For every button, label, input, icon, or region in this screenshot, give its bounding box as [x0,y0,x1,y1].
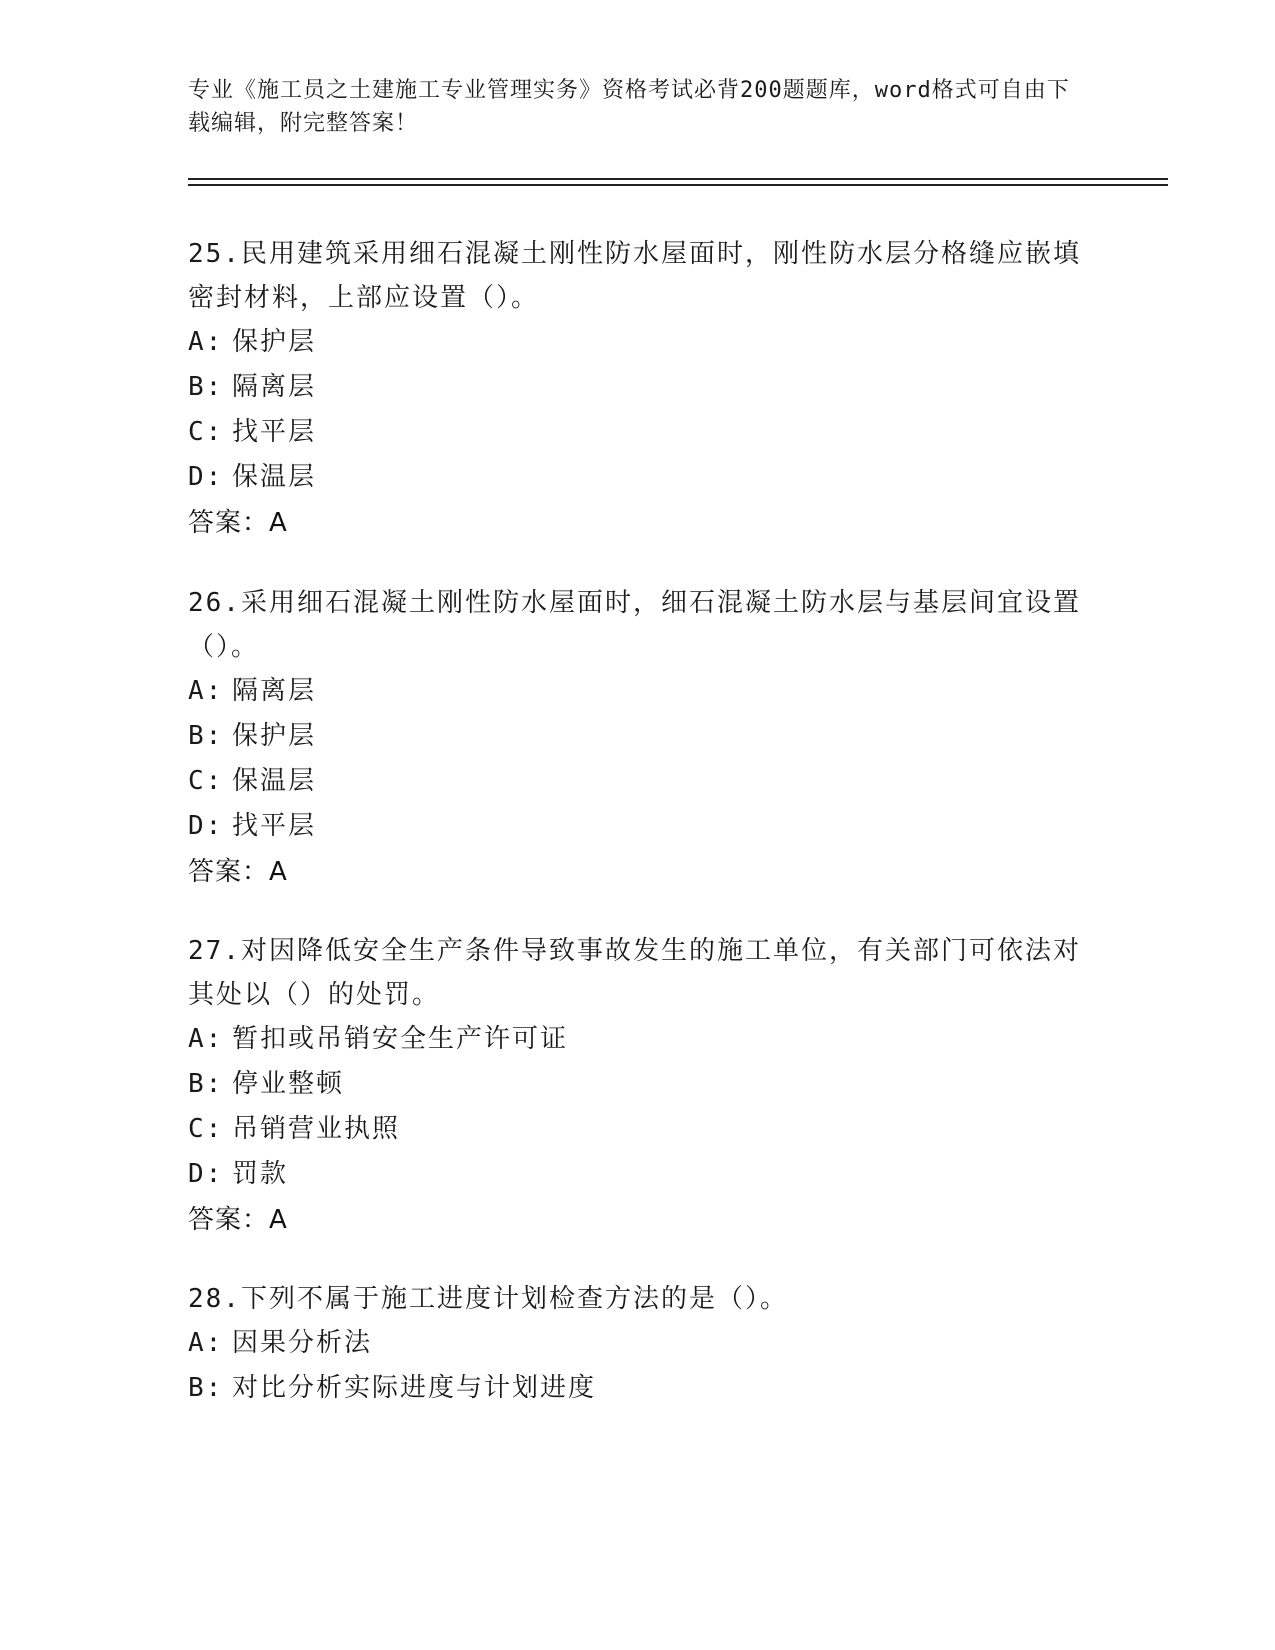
document-header: 专业《施工员之土建施工专业管理实务》资格考试必背200题题库，word格式可自由下载编辑，附完整答案！ [188,78,1070,136]
option-letter: C: [188,1114,224,1144]
question-stem: 27.对因降低安全生产条件导致事故发生的施工单位，有关部门可依法对其处以（）的处罚。 [188,936,1081,1010]
option-letter: C: [188,766,224,796]
option-text: 隔离层 [232,372,317,402]
option-letter: B: [188,721,224,751]
option-letter: B: [188,372,224,402]
option-text: 暂扣或吊销安全生产许可证 [232,1024,569,1054]
option-letter: B: [188,1069,224,1099]
question-stem: 26.采用细石混凝土刚性防水屋面时，细石混凝土防水层与基层间宜设置（）。 [188,588,1081,662]
header-rule-top [188,178,1168,180]
question-25 [188,232,1088,546]
option-text: 因果分析法 [232,1328,373,1358]
question-stem: 28.下列不属于施工进度计划检查方法的是（）。 [188,1284,788,1314]
option-letter: D: [188,1159,224,1189]
header-rule-bottom [188,184,1168,186]
option-text: 罚款 [232,1159,289,1189]
option-text: 保护层 [232,327,317,357]
option-a [188,1321,1088,1366]
option-text: 停业整顿 [232,1069,345,1099]
option-a [188,320,1088,365]
question-26 [188,581,1088,895]
option-letter: A: [188,676,224,706]
option-text: 对比分析实际进度与计划进度 [232,1373,597,1403]
option-a [188,669,1088,714]
option-b [188,1062,1088,1107]
option-letter: A: [188,327,224,357]
option-c [188,410,1088,455]
option-letter: C: [188,417,224,447]
option-letter: D: [188,462,224,492]
answer-line: 答案：A [188,508,288,538]
option-d [188,804,1088,849]
answer-line: 答案：A [188,1205,288,1235]
question-27 [188,929,1088,1243]
option-b [188,714,1088,759]
option-text: 找平层 [232,417,317,447]
question-stem: 25.民用建筑采用细石混凝土刚性防水屋面时，刚性防水层分格缝应嵌填密封材料，上部应设置（）。 [188,239,1081,313]
option-b [188,365,1088,410]
question-28 [188,1277,1088,1411]
answer-line: 答案：A [188,857,288,887]
option-a [188,1017,1088,1062]
option-c [188,759,1088,804]
option-text: 隔离层 [232,676,317,706]
option-letter: B: [188,1373,224,1403]
option-d [188,455,1088,500]
option-b [188,1366,1088,1411]
option-d [188,1152,1088,1197]
option-text: 保护层 [232,721,317,751]
option-letter: A: [188,1328,224,1358]
option-text: 保温层 [232,462,317,492]
option-text: 保温层 [232,766,317,796]
option-text: 找平层 [232,811,317,841]
option-c [188,1107,1088,1152]
option-letter: D: [188,811,224,841]
option-text: 吊销营业执照 [232,1114,401,1144]
option-letter: A: [188,1024,224,1054]
